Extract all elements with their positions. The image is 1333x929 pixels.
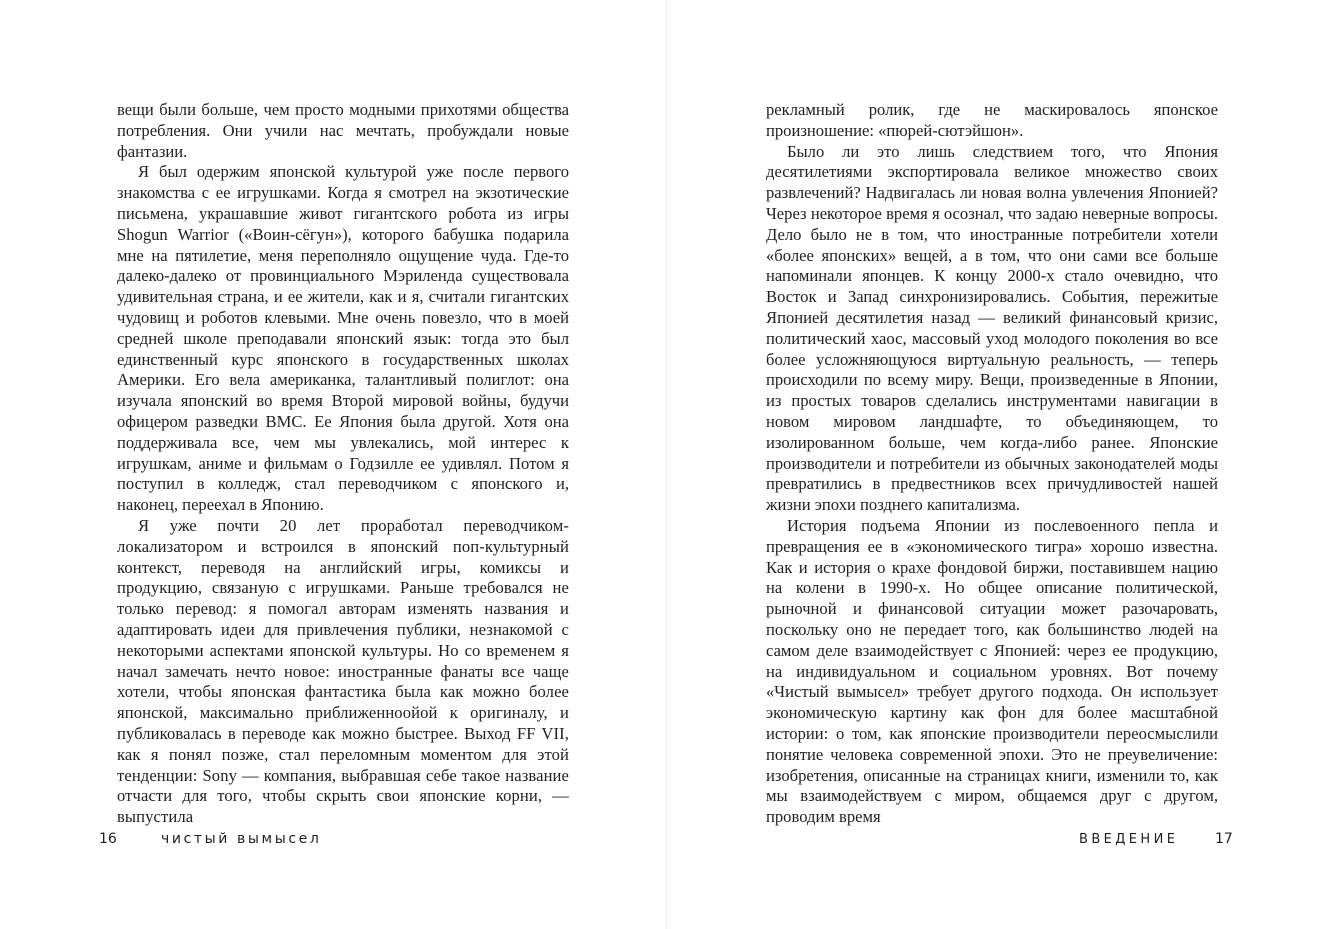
left-page-text — [117, 100, 569, 828]
paragraph: Я был одержим японской культурой уже после первого знакомства с ее игрушками. Когда я смотрел на экзотические письмена, украшавшие живот гигантского робота из игры Shogun Warrior («Воин-сёгун»), которого бабушка подарила мне на пятилетие, меня переполняло ощущение чуда. Где-то далеко-далеко от провинциального Мэриленда существовала удивительная страна, и ее жители, как и я, считали гигантских чудовищ и роботов клевыми. Мне очень повезло, что в моей средней школе преподавали японский язык: тогда это был единственный курс японского в государственных школах Америки. Его вела американка, талантливый полиглот: она изучала японский во время Второй мировой войны, будучи офицером разведки ВМС. Ее Япония была другой. Хотя она поддерживала все, чем мы увлекались, мой интерес к игрушкам, аниме и фильмам о Годзилле ее удивлял. Потом я поступил в колледж, стал переводчиком с японского и, наконец, переехал в Японию. — [117, 162, 569, 515]
right-page — [667, 0, 1333, 929]
page-number: 16 — [99, 831, 117, 847]
paragraph: Было ли это лишь следствием того, что Япония десятилетиями экспортировала великое множество своих развлечений? Надвигалась ли новая волна увлечения Японией? Через некоторое время я осознал, что задаю неверные вопросы. Дело было не в том, что иностранные потребители хотели «более японских» вещей, а в том, что они сами все больше напоминали японцев. К концу 2000-х стало очевидно, что Восток и Запад синхронизировались. События, пережитые Японией десятилетия назад — великий финансовый кризис, политический хаос, массовый уход молодого поколения во все более усложняющуюся виртуальную реальность, — теперь происходили по всему миру. Вещи, произведенные в Японии, из простых товаров сделались инструментами навигации в новом мировом ландшафте, то объединяющем, то изолированном больше, чем когда-либо ранее. Японские производители и потребители из обычных законодателей моды превратились в предвестников всех причудливостей нашей жизни эпохи позднего капитализма. — [766, 141, 1218, 515]
paragraph: рекламный ролик, где не маскировалось японское произношение: «пюрей-сютэйшон». — [766, 100, 1218, 140]
page-number: 17 — [1215, 831, 1233, 847]
paragraph: Я уже почти 20 лет проработал переводчиком-локализатором и встроился в японский поп-культурный контекст, переводя на английский игры, комиксы и продукцию, связаную с игрушками. Раньше требовался не только перевод: я помогал авторам изменять названия и адаптировать идеи для привлечения публики, незнакомой с некоторыми аспектами японской культуры. Но со временем я начал замечать нечто новое: иностранные фанаты все чаще хотели, чтобы японская фантастика была как можно более японской, максимально приближенноойой к оригиналу, и публиковалась в переводе как можно быстрее. Выход FF VII, как я понял позже, стал переломным моментом для этой тенденции: Sony — компания, выбравшая себе такое название отчасти для того, чтобы скрыть свои японские корни, — выпустила — [117, 515, 569, 827]
left-page — [0, 0, 666, 929]
right-page-text — [766, 100, 1218, 828]
paragraph: вещи были больше, чем просто модными прихотями общества потребления. Они учили нас мечтать, пробуждали новые фантазии. — [117, 100, 569, 161]
running-head: ВВЕДЕНИЕ — [1079, 832, 1179, 847]
paragraph: История подъема Японии из послевоенного пепла и превращения ее в «экономического тигра» хорошо известна. Как и история о крахе фондовой биржи, поставившем нацию на колени в 1990-х. Но общее описание политической, рыночной и финансовой ситуации может разочаровать, поскольку оно не передает того, как большинство людей на самом деле взаимодействует с Японией: через ее продукцию, на индивидуальном и социальном уровнях. Вот почему «Чистый вымысел» требует другого подхода. Он использует экономическую картину как фон для более масштабной истории: о том, как японские производители переосмыслили понятие человека современной эпохи. Это не преувеличение: изобретения, описанные на страницах книги, изменили то, как мы взаимодействуем с миром, общаемся друг с другом, проводим время — [766, 515, 1218, 827]
running-head: чистый вымысел — [161, 831, 322, 847]
